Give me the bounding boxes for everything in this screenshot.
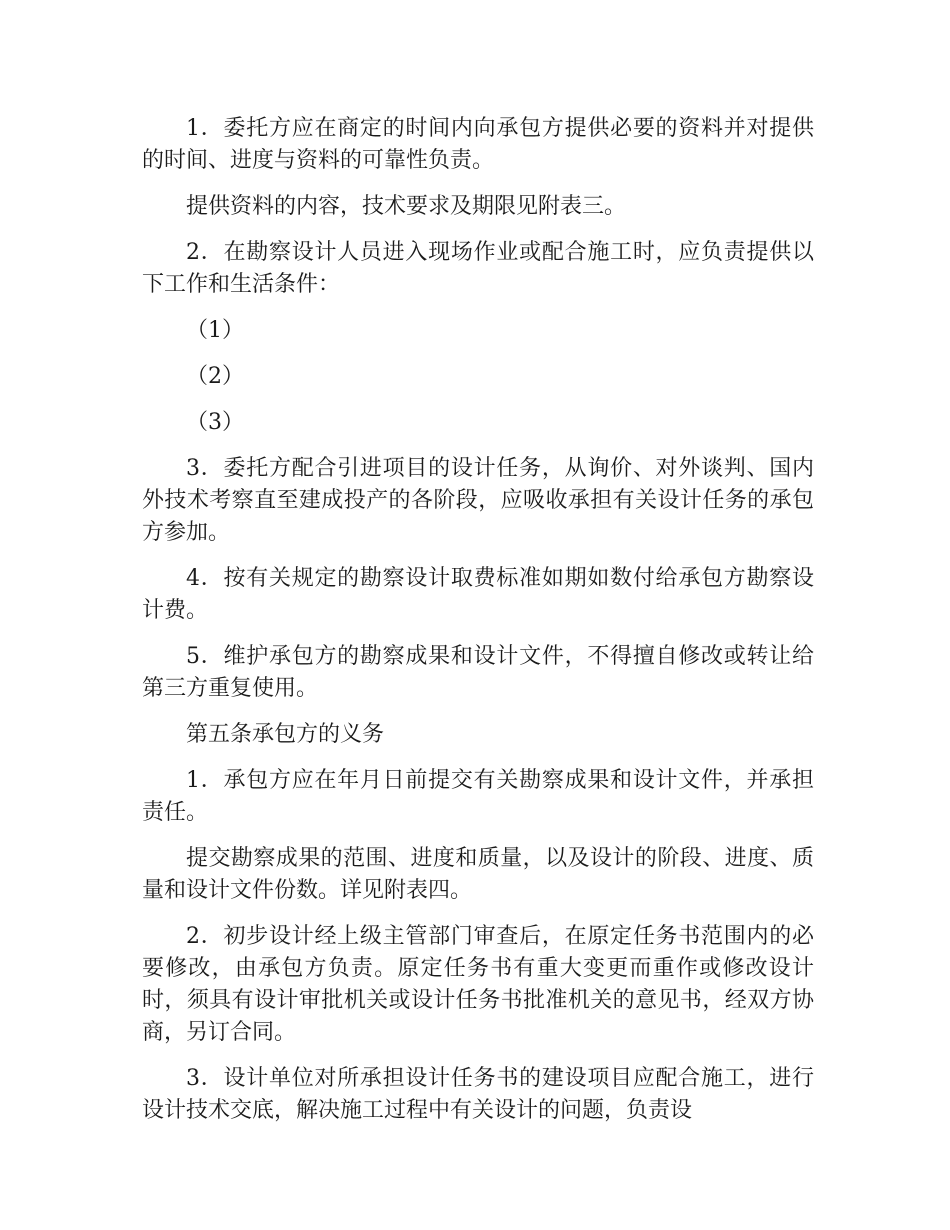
paragraph-clause-3: 3．委托方配合引进项目的设计任务，从询价、对外谈判、国内外技术考察直至建成投产的各阶段，应吸收承担有关设计任务的承包方参加。 [142,456,814,545]
document-body [142,113,814,1141]
paragraph-item-2: （2） [186,364,244,389]
paragraph-materials: 提供资料的内容，技术要求及期限见附表三。 [186,194,627,219]
paragraph-clause-2: 2．在勘察设计人员进入现场作业或配合施工时，应负责提供以下工作和生活条件： [142,240,814,297]
paragraph-deliverables: 提交勘察成果的范围、进度和质量，以及设计的阶段、进度、质量和设计文件份数。详见附表四。 [142,846,814,903]
paragraph-item-3: （3） [186,410,244,435]
paragraph-contractor-1: 1．承包方应在年月日前提交有关勘察成果和设计文件，并承担责任。 [142,768,814,825]
paragraph-clause-4: 4．按有关规定的勘察设计取费标准如期如数付给承包方勘察设计费。 [142,566,814,623]
paragraph-clause-1: 1．委托方应在商定的时间内向承包方提供必要的资料并对提供的时间、进度与资料的可靠性负责。 [142,116,814,173]
paragraph-contractor-2: 2．初步设计经上级主管部门审查后，在原定任务书范围内的必要修改，由承包方负责。原定任务书有重大变更而重作或修改设计时，须具有设计审批机关或设计任务书批准机关的意见书，经双方协商，另订合同。 [142,924,814,1045]
paragraph-item-1: （1） [186,318,244,343]
section-heading-article-5: 第五条承包方的义务 [186,722,385,747]
paragraph-clause-5: 5．维护承包方的勘察成果和设计文件，不得擅自修改或转让给第三方重复使用。 [142,644,814,701]
paragraph-contractor-3: 3．设计单位对所承担设计任务书的建设项目应配合施工，进行设计技术交底，解决施工过程中有关设计的问题，负责设 [142,1066,814,1123]
